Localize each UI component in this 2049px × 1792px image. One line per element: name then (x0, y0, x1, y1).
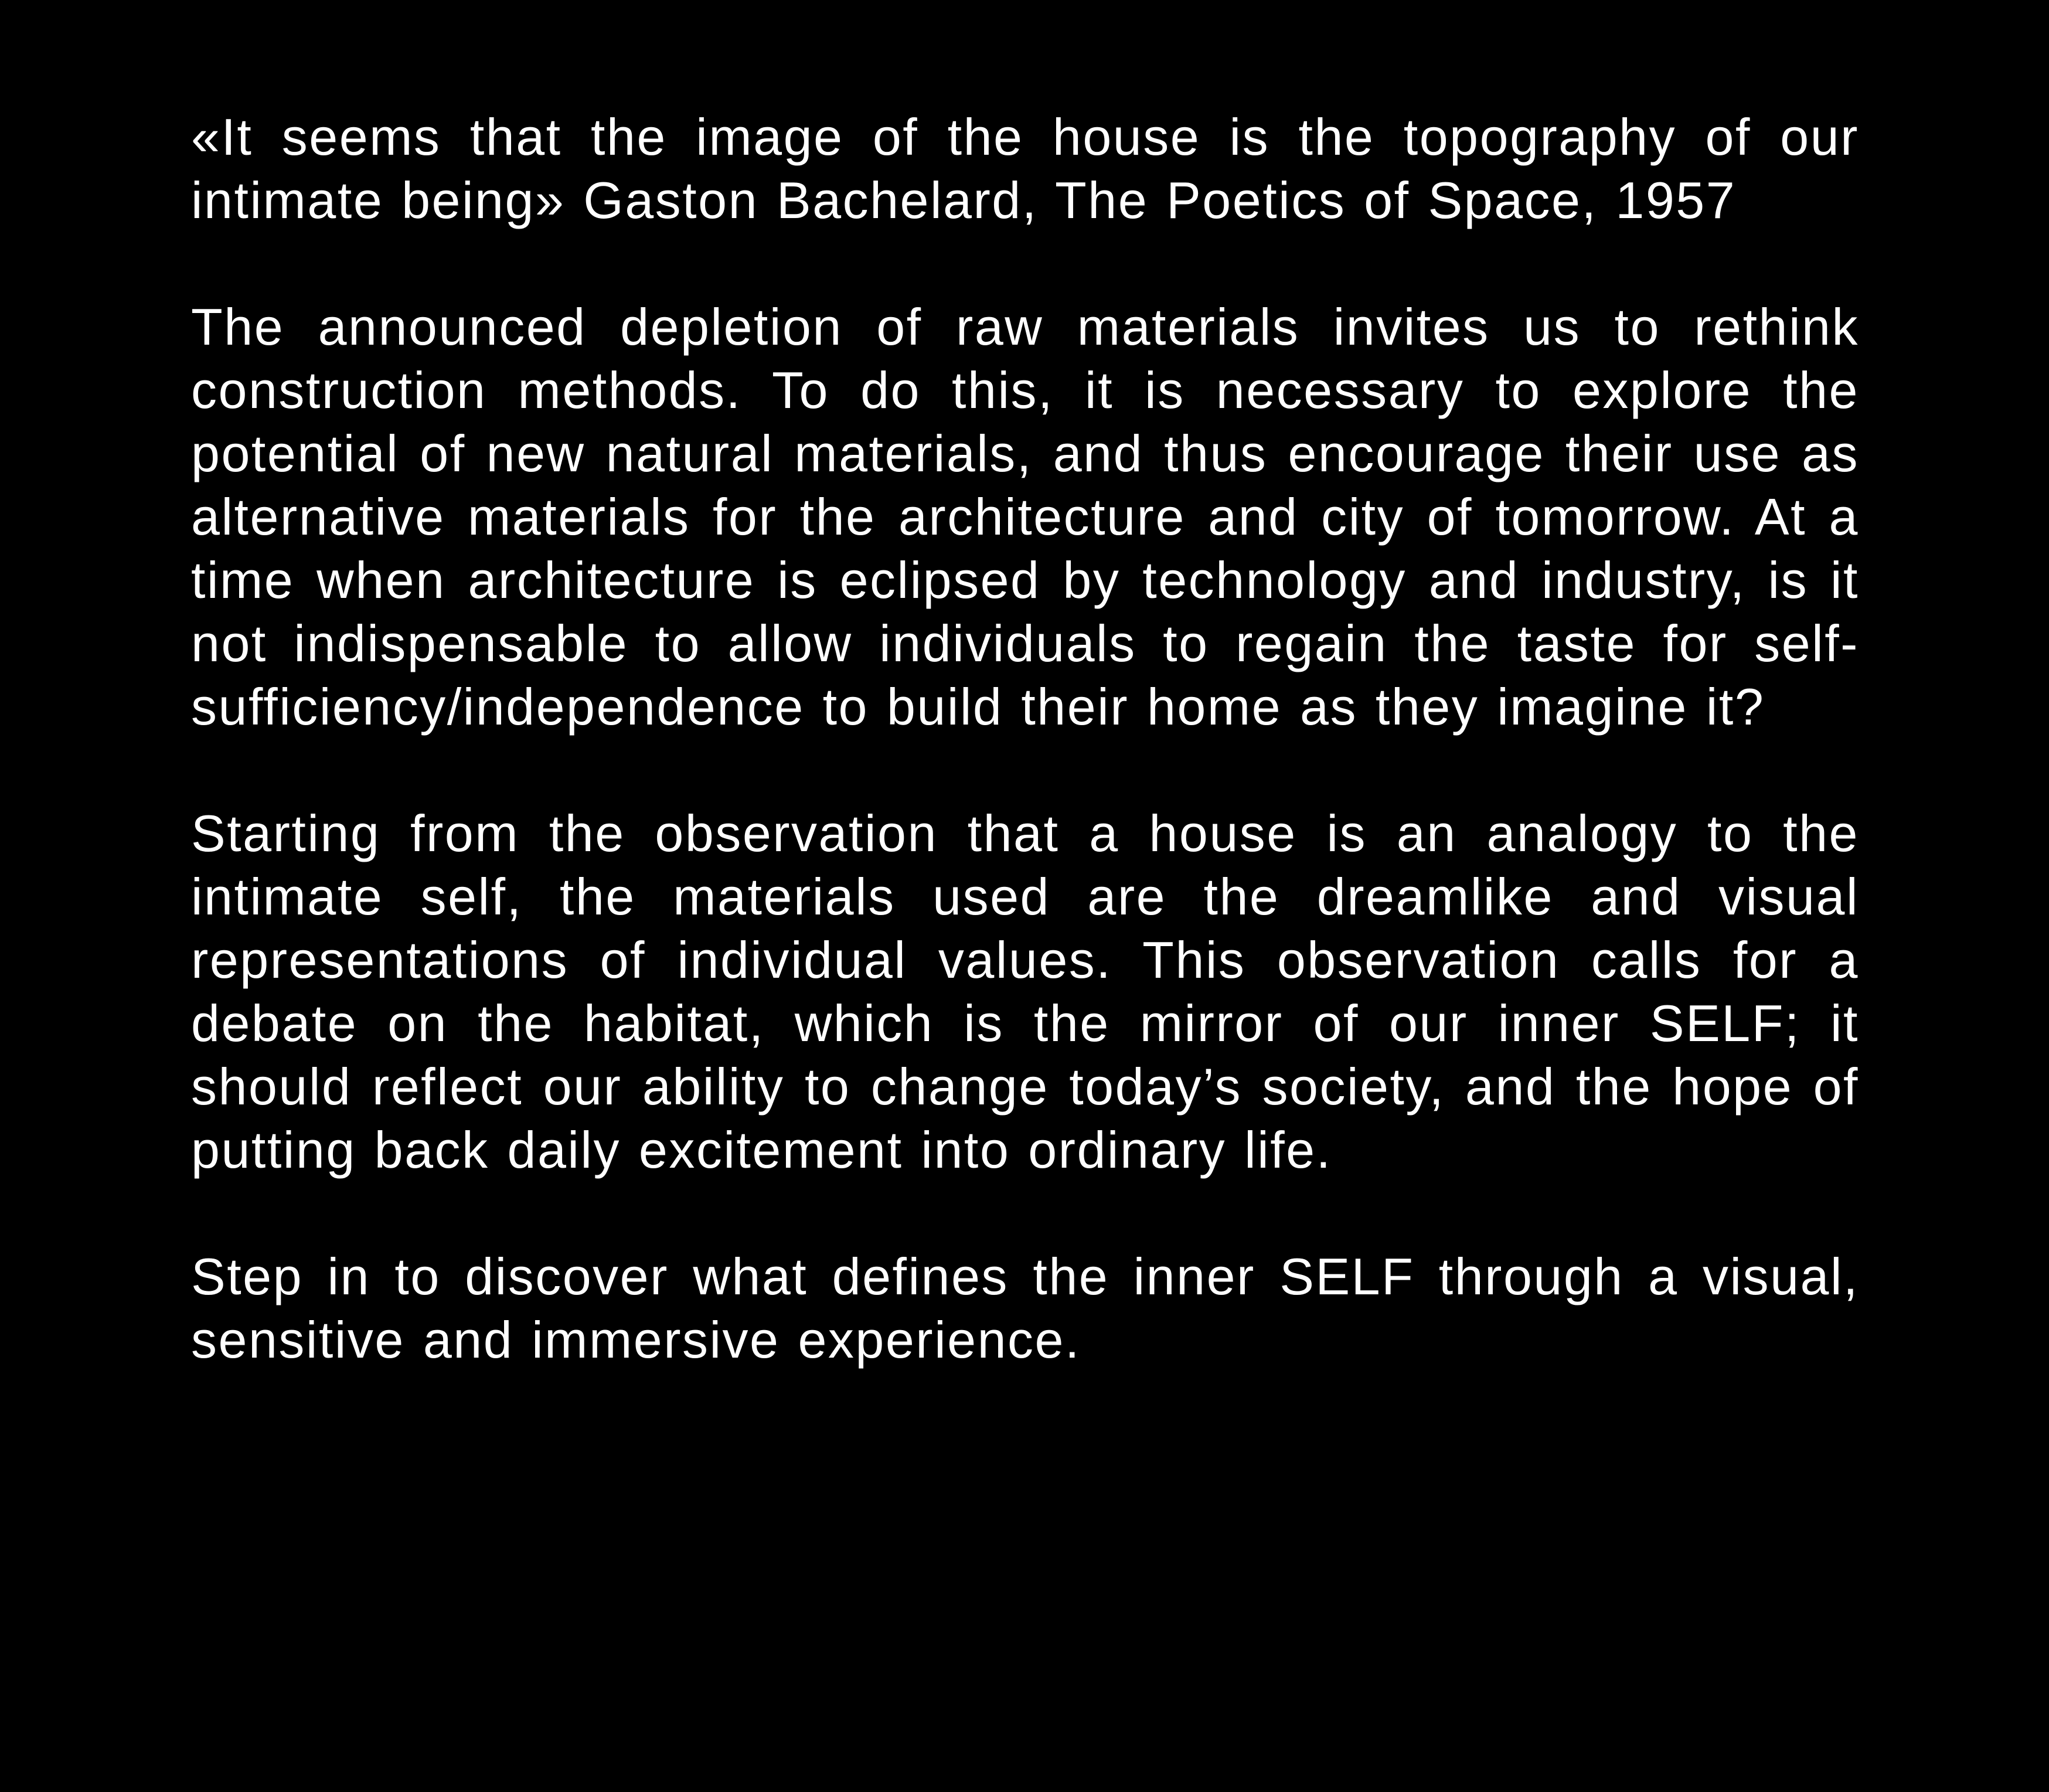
text-block (191, 106, 1859, 1372)
body-paragraph-observation: Starting from the observation that a house is an analogy to the intimate self, the materials used are the dreamlike and visual representations of individual values. This observation calls for a debate on the habitat, which is the mirror of our inner SELF; it should reflect our ability to change today’s society, and the hope of putting back daily excitement into ordinary life. (191, 804, 1859, 1179)
body-paragraph-materials: The announced depletion of raw materials invites us to rethink construction methods. To do this, it is necessary to explore the potential of new natural materials, and thus encourage their use as alternative materials for the architecture and city of tomorrow. At a time when architecture is eclipsed by technology and industry, is it not indispensable to allow individuals to regain the taste for self-sufficiency/independence to build their home as they imagine it? (191, 298, 1859, 736)
closing-paragraph: Step in to discover what defines the inner SELF through a visual, sensitive and immersive experience. (191, 1247, 1859, 1369)
quote-paragraph: «It seems that the image of the house is the topography of our intimate being» Gaston Bachelard, The Poetics of Space, 1957 (191, 108, 1859, 229)
